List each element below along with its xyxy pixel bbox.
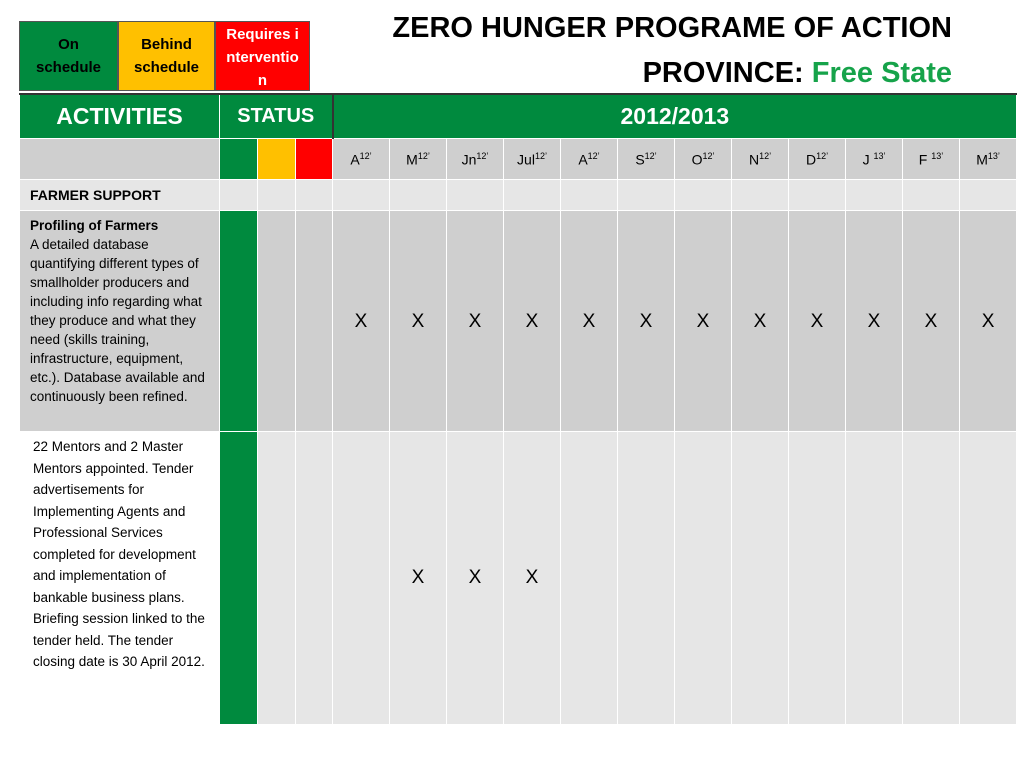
section-row (20, 180, 1017, 211)
month-header (447, 139, 504, 180)
legend-behind-schedule-label: Behind schedule (133, 36, 200, 76)
month-label: M (406, 151, 418, 168)
month-mark: X (390, 432, 447, 725)
month-mark: X (447, 432, 504, 725)
action-plan-table (19, 93, 1017, 725)
status-indicator-amber (258, 432, 296, 725)
month-header (789, 139, 846, 180)
month-mark (561, 432, 618, 725)
month-mark (846, 432, 903, 725)
status-indicator-green (220, 432, 258, 725)
empty-cell (296, 180, 333, 211)
month-label: A (578, 151, 588, 168)
month-mark (789, 432, 846, 725)
province-label: PROVINCE: (642, 57, 804, 89)
month-year: 12’ (359, 150, 372, 161)
month-label: O (691, 151, 703, 168)
month-label: M (976, 151, 988, 168)
activity-title: Profiling of Farmers (30, 218, 159, 233)
table-header-row (20, 94, 1017, 139)
status-indicator-green (220, 211, 258, 432)
table-row (20, 432, 1017, 725)
month-year: 12’ (476, 150, 489, 161)
empty-cell (504, 180, 561, 211)
page-title (392, 6, 952, 96)
month-header (561, 139, 618, 180)
status-column-amber (258, 139, 296, 180)
month-label: F (918, 151, 932, 168)
month-year: 12’ (644, 150, 657, 161)
province-name: Free State (811, 57, 952, 89)
month-mark: X (675, 211, 732, 432)
activity-description: A detailed database quantifying different types of smallholder producers and including info regarding what they produce and what they need (skills training, infrastructure, equipment, etc.). Database available and continuously been refined. (30, 237, 205, 404)
month-mark: X (618, 211, 675, 432)
month-year: 12’ (417, 150, 430, 161)
month-mark: X (333, 211, 390, 432)
empty-cell (675, 180, 732, 211)
month-header (903, 139, 960, 180)
month-mark: X (447, 211, 504, 432)
month-year: 13’ (987, 150, 1000, 161)
month-mark: X (504, 211, 561, 432)
month-label: J (862, 151, 874, 168)
empty-cell (258, 180, 296, 211)
month-mark: X (504, 432, 561, 725)
status-indicator-amber (258, 211, 296, 432)
empty-cell (903, 180, 960, 211)
empty-cell (447, 180, 504, 211)
month-header (846, 139, 903, 180)
month-year: 12’ (587, 150, 600, 161)
legend-on-schedule-label: On schedule (35, 36, 102, 76)
month-year: 12’ (759, 150, 772, 161)
empty-cell (960, 180, 1017, 211)
empty-cell (333, 180, 390, 211)
month-header (960, 139, 1017, 180)
month-mark: X (789, 211, 846, 432)
month-header (618, 139, 675, 180)
month-year: 13’ (931, 150, 944, 161)
month-year: 12’ (702, 150, 715, 161)
legend-requires-intervention-label: Requires intervention (226, 26, 299, 89)
header-activities: ACTIVITIES (20, 94, 220, 139)
month-label: Jn (461, 151, 477, 168)
table-row (20, 211, 1017, 432)
header-status: STATUS (220, 94, 333, 139)
section-label: FARMER SUPPORT (20, 180, 220, 211)
month-header (390, 139, 447, 180)
month-mark: X (960, 211, 1017, 432)
month-label: Jul (517, 151, 535, 168)
empty-cell (789, 180, 846, 211)
month-mark: X (903, 211, 960, 432)
status-indicator-red (296, 211, 333, 432)
empty-cell (618, 180, 675, 211)
months-row (20, 139, 1017, 180)
empty-cell (732, 180, 789, 211)
legend-behind-schedule (118, 21, 215, 91)
status-column-red (296, 139, 333, 180)
header-period: 2012/2013 (333, 94, 1017, 139)
legend-on-schedule (19, 21, 118, 91)
legend-requires-intervention (215, 21, 310, 91)
status-legend (19, 21, 310, 91)
month-mark: X (390, 211, 447, 432)
month-label: A (350, 151, 360, 168)
month-label: D (805, 151, 817, 168)
month-mark (960, 432, 1017, 725)
empty-cell (846, 180, 903, 211)
empty-cell (390, 180, 447, 211)
title-line-2 (392, 51, 952, 96)
month-mark (618, 432, 675, 725)
month-mark: X (732, 211, 789, 432)
empty-cell (561, 180, 618, 211)
activity-description: 22 Mentors and 2 Master Mentors appointed. Tender advertisements for Implementing Agents and Professional Services completed for development and implementation of bankable business plans. Briefing session linked to the tender held. The tender closing date is 30 April 2012. (33, 439, 205, 669)
month-year: 12’ (816, 150, 829, 161)
month-header (504, 139, 561, 180)
empty-cell (220, 180, 258, 211)
activity-cell (20, 211, 220, 432)
month-year: 13’ (873, 150, 886, 161)
month-label: N (748, 151, 760, 168)
activity-cell (20, 432, 220, 725)
month-year: 12’ (534, 150, 547, 161)
month-mark: X (561, 211, 618, 432)
month-mark (903, 432, 960, 725)
month-mark: X (846, 211, 903, 432)
months-row-blank (20, 139, 220, 180)
month-mark (732, 432, 789, 725)
month-mark (333, 432, 390, 725)
status-indicator-red (296, 432, 333, 725)
month-header (675, 139, 732, 180)
month-header (333, 139, 390, 180)
title-line-1: ZERO HUNGER PROGRAME OF ACTION (392, 12, 952, 44)
status-column-green (220, 139, 258, 180)
month-header (732, 139, 789, 180)
month-label: S (635, 151, 645, 168)
month-mark (675, 432, 732, 725)
